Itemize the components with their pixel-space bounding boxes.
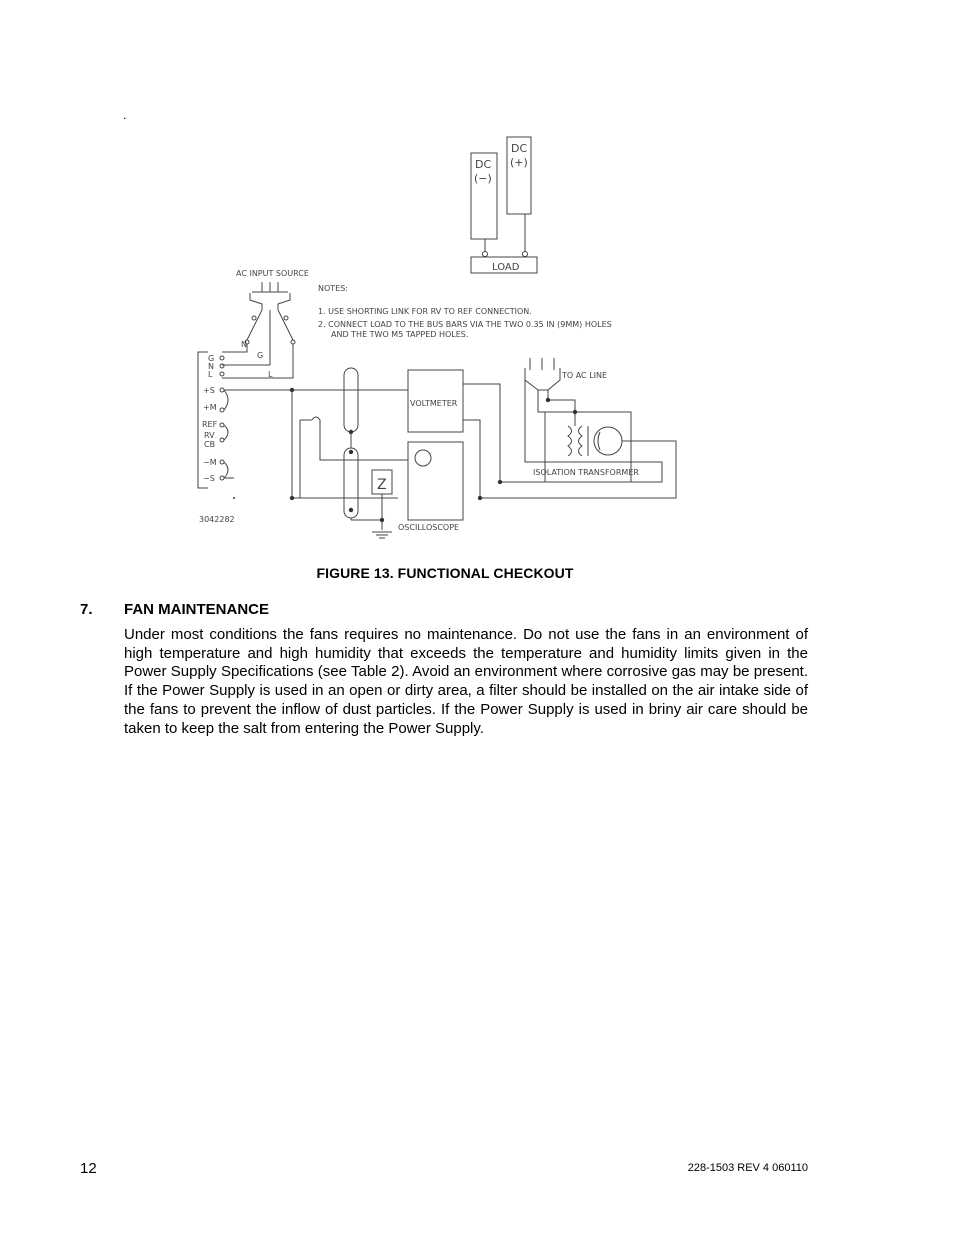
functional-checkout-diagram [190,128,690,548]
note-2-line-2: AND THE TWO M5 TAPPED HOLES. [331,330,469,339]
section-title: FAN MAINTENANCE [124,601,269,618]
terminal-rv-label: RV [204,431,215,440]
note-2-line-1: 2. CONNECT LOAD TO THE BUS BARS VIA THE TWO 0.35 IN (9MM) HOLES [318,320,612,329]
terminal-plus-s-label: +S [203,386,215,395]
dc-negative-sign: (−) [474,172,492,185]
ac-input-source-label: AC INPUT SOURCE [236,269,309,278]
isolation-transformer-label: ISOLATION TRANSFORMER [533,468,639,477]
n-wire-label: N [241,340,247,349]
section-body: Under most conditions the fans requires no maintenance. Do not use the fans in an environment of high temperature and high humidity that exceeds the temperature and humidity limits given in the Power Supply Specifications (see Table 2). Avoid an environment where corrosive gas may be present. If the Power Supply is used in an open or dirty area, a filter should be installed on the air intake side of the fans to prevent the inflow of dust particles. If the Power Supply is used in briny air care should be taken to keep the salt from entering the Power Supply. [124,626,808,737]
terminal-n-label: N [208,362,214,371]
notes-title: NOTES: [318,284,348,293]
oscilloscope-label: OSCILLOSCOPE [398,523,460,532]
ac-plug-icon [250,293,290,310]
dc-positive-sign: (+) [510,156,528,169]
transformer-coil-icon [568,426,572,456]
figure-caption: FIGURE 13. FUNCTIONAL CHECKOUT [316,565,574,581]
voltmeter-label: VOLTMETER [410,399,458,408]
l-wire-label: L [268,370,273,379]
dc-positive-label: DC [511,142,528,155]
stray-mark: . [123,108,127,122]
to-ac-line-label: TO AC LINE [562,371,608,380]
drawing-number: 3042282 [199,515,235,524]
z-label: Z [377,477,387,493]
document-id: 228-1503 REV 4 060110 [687,1162,808,1174]
terminal-g-label: G [208,354,215,363]
dc-negative-label: DC [475,158,492,171]
section-number: 7. [80,601,93,618]
ground-icon [372,532,392,538]
page-number: 12 [80,1160,97,1177]
note-1: 1. USE SHORTING LINK FOR RV TO REF CONNECTION. [318,307,532,316]
load-label: LOAD [492,262,520,273]
terminal-minus-m-label: −M [203,458,217,467]
terminal-l-label: L [208,370,213,379]
terminal-strip [220,356,228,480]
terminal-ref-label: REF [202,420,218,429]
terminal-plus-m-label: +M [203,403,217,412]
terminal-minus-s-label: −S [203,474,215,483]
g-wire-label: G [257,351,264,360]
terminal-cb-label: CB [204,440,216,449]
ac-line-plug-icon [525,368,560,390]
